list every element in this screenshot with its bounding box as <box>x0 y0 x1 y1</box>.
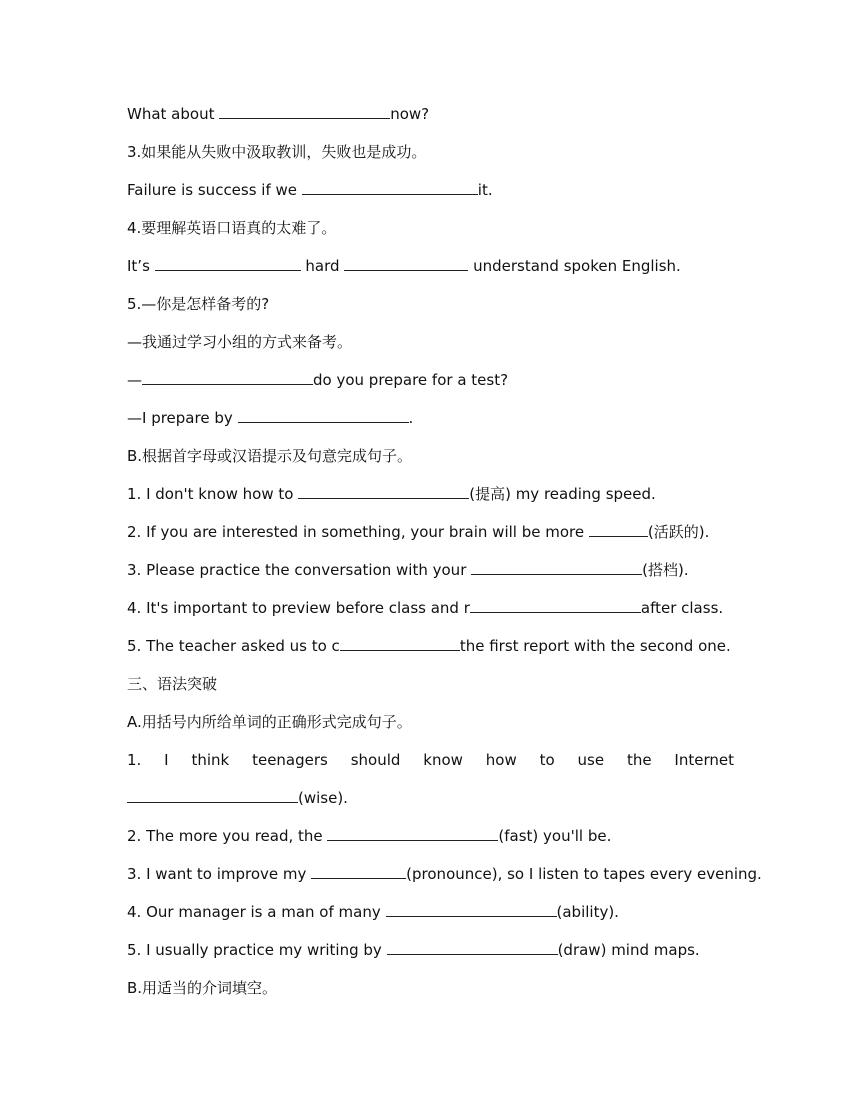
sentence-text: (pronounce), so I listen to tapes every evening. <box>406 865 762 883</box>
sentence-text: (draw) mind maps. <box>557 941 700 959</box>
sentence-line <box>127 824 734 862</box>
answer-blank[interactable] <box>327 824 498 841</box>
answer-blank[interactable] <box>589 520 648 537</box>
answer-blank[interactable] <box>386 900 557 917</box>
answer-blank[interactable] <box>238 406 409 423</box>
sentence-line <box>127 178 734 216</box>
sentence-line <box>127 786 734 824</box>
sentence-text: (提高) my reading speed. <box>469 485 656 503</box>
answer-blank[interactable] <box>471 558 642 575</box>
word: 1. <box>127 751 142 769</box>
justified-sentence-line <box>127 748 734 786</box>
sentence-text: now? <box>390 105 430 123</box>
sentence-text: . <box>408 409 414 427</box>
answer-blank[interactable] <box>127 786 298 803</box>
sentence-text: What about <box>127 105 220 123</box>
sentence-text: —I prepare by <box>127 409 238 427</box>
section-heading <box>127 672 734 710</box>
sentence-text: (活跃的). <box>647 523 710 541</box>
sentence-line <box>127 520 734 558</box>
sentence-line <box>127 254 734 292</box>
sentence-text: 4. Our manager is a man of many <box>127 903 386 921</box>
sentence-text: — <box>127 371 142 389</box>
sentence-text: It’s <box>127 257 155 275</box>
section-heading-text: B.用适当的介词填空。 <box>127 979 278 997</box>
sentence-line <box>127 634 734 672</box>
word: how <box>485 751 517 769</box>
sentence-text: hard <box>300 257 345 275</box>
sentence-text: 2. If you are interested in something, your brain will be more <box>127 523 589 541</box>
answer-blank[interactable] <box>142 368 313 385</box>
word: think <box>191 751 230 769</box>
chinese-prompt: 3.如果能从失败中汲取教训，失败也是成功。 <box>127 143 427 161</box>
sentence-text: do you prepare for a test? <box>313 371 509 389</box>
answer-blank[interactable] <box>302 178 478 195</box>
sentence-text: 3. Please practice the conversation with your <box>127 561 472 579</box>
answer-blank[interactable] <box>219 102 390 119</box>
sentence-text: the first report with the second one. <box>459 637 731 655</box>
chinese-prompt: 4.要理解英语口语真的太难了。 <box>127 219 337 237</box>
sentence-line <box>127 216 734 254</box>
sentence-text: (fast) you'll be. <box>498 827 612 845</box>
section-heading <box>127 976 734 1014</box>
sentence-text: understand spoken English. <box>468 257 681 275</box>
sentence-text: 2. The more you read, the <box>127 827 328 845</box>
section-heading-text: A.用括号内所给单词的正确形式完成句子。 <box>127 713 412 731</box>
sentence-line <box>127 102 734 140</box>
sentence-line <box>127 938 734 976</box>
answer-blank[interactable] <box>344 254 468 271</box>
sentence-line <box>127 406 734 444</box>
sentence-text: 3. I want to improve my <box>127 865 312 883</box>
sentence-text: after class. <box>640 599 724 617</box>
sentence-text: Failure is success if we <box>127 181 302 199</box>
word: should <box>350 751 401 769</box>
sentence-text: (搭档). <box>642 561 689 579</box>
section-heading-text: 三、语法突破 <box>127 675 218 693</box>
sentence-text: (ability). <box>556 903 619 921</box>
sentence-text: it. <box>477 181 493 199</box>
word: I <box>164 751 169 769</box>
section-heading <box>127 444 734 482</box>
word: use <box>577 751 605 769</box>
answer-blank[interactable] <box>387 938 558 955</box>
word: to <box>539 751 555 769</box>
answer-blank[interactable] <box>470 596 641 613</box>
sentence-line <box>127 482 734 520</box>
sentence-text: 5. The teacher asked us to c <box>127 637 340 655</box>
answer-blank[interactable] <box>311 862 406 879</box>
chinese-prompt: 5.—你是怎样备考的? <box>127 295 270 313</box>
sentence-line <box>127 900 734 938</box>
sentence-line <box>127 558 734 596</box>
answer-blank[interactable] <box>298 482 469 499</box>
word: Internet <box>674 751 734 769</box>
section-heading <box>127 710 734 748</box>
answer-blank[interactable] <box>155 254 301 271</box>
word: teenagers <box>252 751 328 769</box>
worksheet-page <box>127 102 762 1014</box>
word: the <box>626 751 652 769</box>
word: know <box>423 751 463 769</box>
sentence-text: 5. I usually practice my writing by <box>127 941 387 959</box>
sentence-line <box>127 368 734 406</box>
sentence-line <box>127 140 734 178</box>
sentence-text: (wise). <box>298 789 348 807</box>
answer-blank[interactable] <box>340 634 460 651</box>
sentence-line <box>127 292 734 330</box>
sentence-text: 4. It's important to preview before class and r <box>127 599 470 617</box>
sentence-line <box>127 862 762 900</box>
sentence-text: 1. I don't know how to <box>127 485 299 503</box>
sentence-line <box>127 596 734 634</box>
sentence-line <box>127 330 734 368</box>
chinese-prompt: —我通过学习小组的方式来备考。 <box>127 333 353 351</box>
section-heading-text: B.根据首字母或汉语提示及句意完成句子。 <box>127 447 413 465</box>
